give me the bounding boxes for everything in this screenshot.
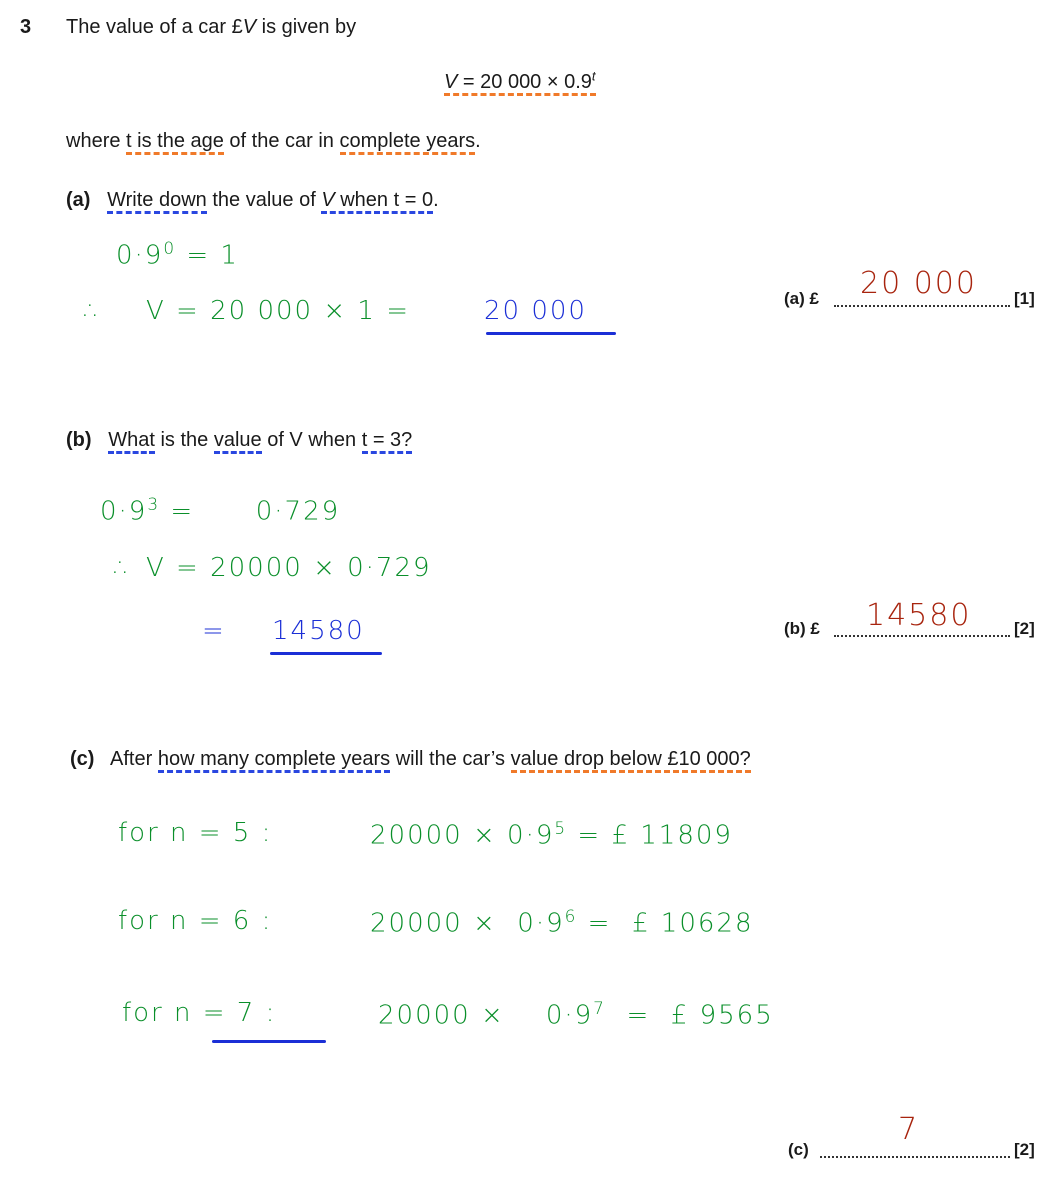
part-a-work-line2: V = 20 000 × 1 =	[146, 296, 410, 326]
formula: V = 20 $000 \times 0.9^t$	[444, 68, 596, 94]
part-c-answer-underline	[212, 1040, 326, 1043]
where-statement: where t is the age of the car in complete years.	[66, 130, 481, 153]
part-b-question: (b) What is the value of V when t = 3?	[66, 429, 412, 452]
part-c-marks: [2]	[1014, 1140, 1035, 1159]
part-c-row-1-label: for n = 5 :	[118, 818, 273, 848]
part-b-answer-line	[834, 635, 1010, 637]
part-b-work-line2: V = 20000 × 0·729	[146, 553, 432, 583]
part-a-therefore: ∴	[84, 296, 103, 326]
part-c-row-3-calc: 20000 × $0\cdot 9^7$ = £ 9565	[378, 998, 774, 1031]
part-b-answer-value: 14580	[866, 598, 972, 633]
part-a-work-line1: $0\cdot 9^0 = 1$	[116, 238, 239, 271]
part-c-row-1-calc: $20000 \times 0\cdot 9^5$ = £ 11809	[370, 818, 733, 851]
part-c-answer-line	[820, 1156, 1010, 1158]
part-c-question: (c) After how many complete years will the car’s value drop below £10 000?	[70, 748, 751, 771]
part-b-answer-underline	[270, 652, 382, 655]
part-a-answer-label: (a) £	[784, 289, 819, 308]
part-a-answer-underline	[486, 332, 616, 335]
part-b-work-line1: $0\cdot 9^3$ = 0·729	[100, 494, 341, 527]
part-b-answer-label: (b) £	[784, 619, 820, 638]
part-c-row-2-calc: $20000 \times 0\cdot 9^6$ = £ 10628	[370, 906, 754, 939]
part-c-row-3-label: for n = 7 :	[122, 998, 277, 1028]
part-a-question: (a) Write down the value of V when t = 0.	[66, 189, 439, 212]
part-a-marks: [1]	[1014, 289, 1035, 308]
part-c-row-2-label: for n = 6 :	[118, 906, 273, 936]
part-a-answer-line	[834, 305, 1010, 307]
part-c-answer-value: 7	[898, 1112, 920, 1147]
question-intro: The value of a car £V is given by	[66, 16, 357, 38]
part-b-marks: [2]	[1014, 619, 1035, 638]
part-b-work-line3-eq: =	[202, 616, 226, 646]
question-number: 3	[20, 16, 32, 38]
part-a-answer-value: 20 000	[860, 266, 977, 301]
part-a-work-answer: 20 000	[484, 296, 587, 326]
part-b-work-answer: 14580	[272, 616, 365, 646]
part-c-answer-label: (c)	[788, 1140, 809, 1159]
part-b-therefore: ∴	[114, 553, 133, 583]
